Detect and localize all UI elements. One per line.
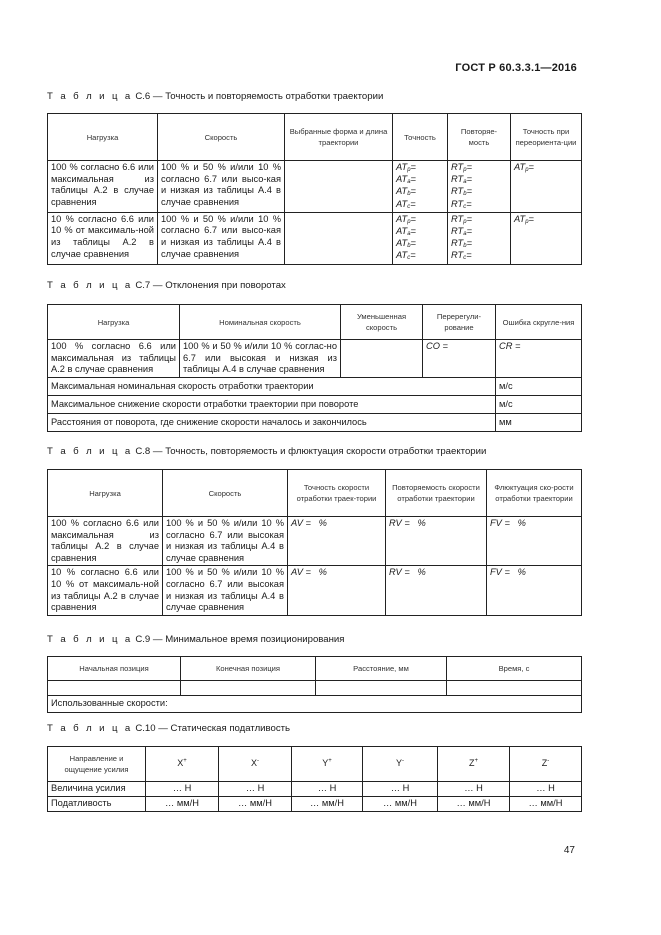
- c7-header-load: Нагрузка: [48, 305, 180, 340]
- table-row: [48, 413, 582, 431]
- c6-header-path: Выбранные форма и длина траектории: [285, 114, 393, 161]
- c6-row1-speed: 100 % и 50 % и/или 10 % согласно 6.7 или высо-кая и низкая из таблицы А.4 в случае сравнения: [158, 161, 285, 213]
- c10-compliance-value: … мм/Н: [363, 797, 438, 812]
- c6-header-accuracy: Точность: [393, 114, 448, 161]
- c8-header-speed: Скорость: [163, 470, 288, 517]
- c8-row2-load: 10 % согласно 6.6 или 10 % от максималь-ной из таблицы А.2 в случае сравнения: [48, 566, 163, 615]
- table-c8: [47, 469, 582, 616]
- table-row: [48, 782, 582, 797]
- c7-extra-label: Расстояния от поворота, где снижение скорости началось и закончилось: [48, 413, 496, 431]
- c10-compliance-value: … мм/Н: [146, 797, 219, 812]
- c6-row2-path: [285, 212, 393, 264]
- table-row: [48, 696, 582, 713]
- c6-header-load: Нагрузка: [48, 114, 158, 161]
- table-row: [48, 161, 582, 213]
- table-row: [48, 517, 582, 566]
- c10-compliance-value: … мм/Н: [510, 797, 582, 812]
- c6-row2-speed: 100 % и 50 % и/или 10 % согласно 6.7 или высо-кая и низкая из таблицы А.4 в случае сравнения: [158, 212, 285, 264]
- c6-row1-accuracy: $AT_p=$ $AT_a=$ $AT_b=$ $AT_c=$: [393, 161, 448, 213]
- c10-header-y-plus: Y+: [292, 747, 363, 782]
- c7-row-co: CO =: [423, 340, 496, 378]
- c7-extra-unit: мм: [496, 413, 582, 431]
- c9-header-time: Время, с: [447, 657, 582, 681]
- c8-header-speed-accuracy: Точность скорости отработки траек-тории: [288, 470, 386, 517]
- c7-row-load: 100 % согласно 6.6 или максимальная из таблицы А.2 в случае сравнения: [48, 340, 180, 378]
- table-row: [48, 395, 582, 413]
- c7-extra-unit: м/с: [496, 395, 582, 413]
- c8-row1-load: 100 % согласно 6.6 или максимальная из таблицы А.2 в случае сравнения: [48, 517, 163, 566]
- table-row: [48, 797, 582, 812]
- c10-force-value: … Н: [363, 782, 438, 797]
- c6-row2-accuracy: $AT_p=$ $AT_a=$ $AT_b=$ $AT_c=$: [393, 212, 448, 264]
- table-row: [48, 340, 582, 378]
- c10-compliance-value: … мм/Н: [438, 797, 510, 812]
- c6-row1-load: 100 % согласно 6.6 или максимальная из таблицы А.2 в случае сравнения: [48, 161, 158, 213]
- c7-row-reduced: [341, 340, 423, 378]
- c8-row2-av: AV = %: [288, 566, 386, 615]
- c9-header-end: Конечная позиция: [181, 657, 316, 681]
- c10-force-value: … Н: [292, 782, 363, 797]
- c8-row2-rv: RV = %: [386, 566, 487, 615]
- c6-row1-path: [285, 161, 393, 213]
- c7-row-speed: 100 % и 50 % и/или 10 % соглас-но 6.7 или высокая и низкая из таблицы А.4 в случае сравнения: [180, 340, 341, 378]
- c6-header-speed: Скорость: [158, 114, 285, 161]
- c10-compliance-value: … мм/Н: [292, 797, 363, 812]
- c9-footer: Использованные скорости:: [48, 696, 582, 713]
- c8-row2-speed: 100 % и 50 % и/или 10 % согласно 6.7 или высокая и низкая из таблицы А.4 в случае сравнения: [163, 566, 288, 615]
- c7-header-reduced-speed: Уменьшенная скорость: [341, 305, 423, 340]
- c7-extra-unit: м/с: [496, 377, 582, 395]
- c6-row2-load: 10 % согласно 6.6 или 10 % от максималь-ной из таблицы А.2 в случае сравнения: [48, 212, 158, 264]
- document-header: ГОСТ Р 60.3.3.1—2016: [455, 62, 577, 74]
- table-c10: [47, 746, 582, 812]
- table-row: [48, 566, 582, 615]
- c9-cell: [181, 681, 316, 696]
- c8-header-speed-fluctuation: Флюктуация ско-рости отработки траектории: [487, 470, 582, 517]
- c8-row1-fv: FV = %: [487, 517, 582, 566]
- c6-row2-repeatability: $RT_p=$ $RT_a=$ $RT_b=$ $RT_c=$: [448, 212, 511, 264]
- c10-force-value: … Н: [146, 782, 219, 797]
- table-c6-caption: Т а б л и ц а С.6 — Точность и повторяемость отработки траектории: [47, 91, 384, 102]
- c6-row1-repeatability: $RT_p=$ $RT_a=$ $RT_b=$ $RT_c=$: [448, 161, 511, 213]
- table-c6: [47, 113, 582, 265]
- c10-force-value: … Н: [438, 782, 510, 797]
- c6-header-reorientation: Точность при переориента-ции: [511, 114, 582, 161]
- c7-header-overshoot: Перерегули-рование: [423, 305, 496, 340]
- c10-header-direction: Направление и ощущение усилия: [48, 747, 146, 782]
- c10-compliance-label: Податливость: [48, 797, 146, 812]
- c6-row1-reorientation: $AT_p=$: [511, 161, 582, 213]
- c8-row1-av: AV = %: [288, 517, 386, 566]
- c7-extra-label: Максимальное снижение скорости отработки траектории при повороте: [48, 395, 496, 413]
- table-c9-caption: Т а б л и ц а С.9 — Минимальное время позиционирования: [47, 634, 345, 645]
- table-row: [48, 681, 582, 696]
- c10-force-value: … Н: [219, 782, 292, 797]
- table-c10-caption: Т а б л и ц а С.10 — Статическая податливость: [47, 723, 291, 734]
- table-row: [48, 377, 582, 395]
- c7-extra-label: Максимальная номинальная скорость отработки траектории: [48, 377, 496, 395]
- table-row: [48, 212, 582, 264]
- table-c7: [47, 304, 582, 432]
- c10-header-z-plus: Z+: [438, 747, 510, 782]
- c9-cell: [316, 681, 447, 696]
- c8-row1-rv: RV = %: [386, 517, 487, 566]
- c10-header-x-plus: X+: [146, 747, 219, 782]
- table-c7-caption: Т а б л и ц а С.7 — Отклонения при поворотах: [47, 280, 286, 291]
- c8-header-load: Нагрузка: [48, 470, 163, 517]
- c10-compliance-value: … мм/Н: [219, 797, 292, 812]
- c8-row2-fv: FV = %: [487, 566, 582, 615]
- c9-header-start: Начальная позиция: [48, 657, 181, 681]
- c10-force-label: Величина усилия: [48, 782, 146, 797]
- c10-header-z-minus: Z-: [510, 747, 582, 782]
- c8-row1-speed: 100 % и 50 % и/или 10 % согласно 6.7 или высокая и низкая из таблицы А.4 в случае сравнения: [163, 517, 288, 566]
- c9-cell: [48, 681, 181, 696]
- table-c9: [47, 656, 582, 713]
- c7-header-nominal-speed: Номинальная скорость: [180, 305, 341, 340]
- c10-force-value: … Н: [510, 782, 582, 797]
- c6-header-repeatability: Повторяе-мость: [448, 114, 511, 161]
- c9-cell: [447, 681, 582, 696]
- c10-header-y-minus: Y-: [363, 747, 438, 782]
- c9-header-distance: Расстояние, мм: [316, 657, 447, 681]
- c7-header-rounding-error: Ошибка скругле-ния: [496, 305, 582, 340]
- c6-row2-reorientation: $AT_p=$: [511, 212, 582, 264]
- page-number: 47: [563, 845, 575, 856]
- c8-header-speed-repeatability: Повторяемость скорости отработки траектории: [386, 470, 487, 517]
- c7-row-cr: CR =: [496, 340, 582, 378]
- table-c8-caption: Т а б л и ц а С.8 — Точность, повторяемость и флюктуация скорости отработки траектории: [47, 446, 487, 457]
- c10-header-x-minus: X-: [219, 747, 292, 782]
